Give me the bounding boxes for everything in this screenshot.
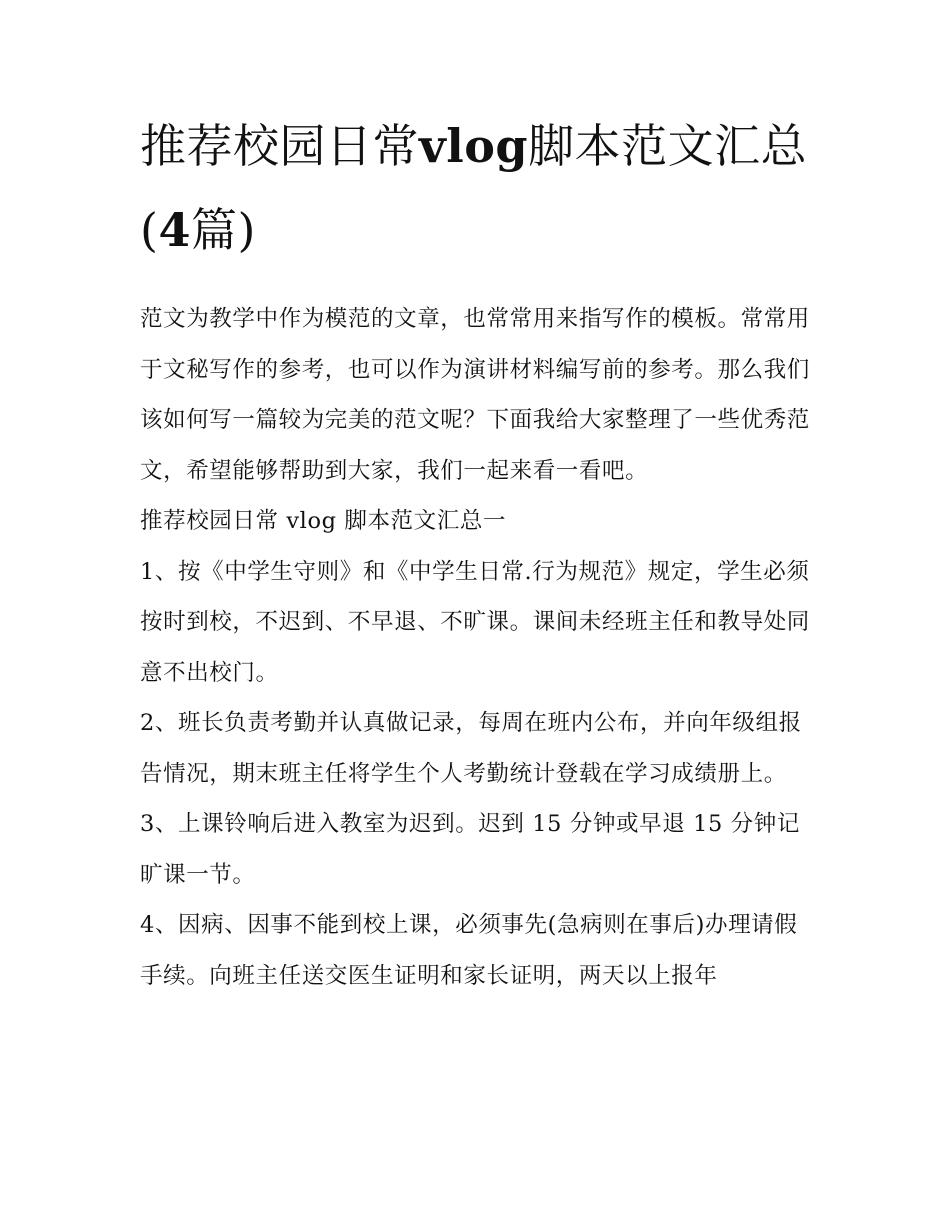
rule-item-2: 2、班长负责考勤并认真做记录，每周在班内公布，并向年级组报告情况，期末班主任将学生个人考勤统计登载在学习成绩册上。 — [140, 710, 802, 787]
title-suffix: 篇) — [190, 203, 256, 257]
document-body — [140, 104, 820, 1001]
rule-item-4: 4、因病、因事不能到校上课，必须事先(急病则在事后)办理请假手续。向班主任送交医生证明和家长证明，两天以上报年 — [140, 912, 798, 989]
title-prefix: 推荐校园日常 — [140, 119, 419, 173]
intro-paragraph: 范文为教学中作为模范的文章，也常常用来指写作的模板。常常用于文秘写作的参考，也可以作为演讲材料编写前的参考。那么我们该如何写一篇较为完美的范文呢？下面我给大家整理了一些优秀范文，希望能够帮助到大家，我们一起来看一看吧。 — [140, 306, 810, 484]
rule-item-1: 1、按《中学生守则》和《中学生日常.行为规范》规定，学生必须按时到校，不迟到、不早退、不旷课。课间未经班主任和教导处同意不出校门。 — [140, 558, 810, 686]
title-middle: 脚本范文汇总( — [140, 119, 808, 257]
title-latin: vlog — [419, 119, 529, 173]
rule-item-3: 3、上课铃响后进入教室为迟到。迟到 15 分钟或早退 15 分钟记旷课一节。 — [140, 811, 800, 888]
document-title — [140, 104, 820, 272]
title-number: 4 — [158, 203, 191, 257]
section-heading: 推荐校园日常 vlog 脚本范文汇总一 — [140, 508, 507, 534]
